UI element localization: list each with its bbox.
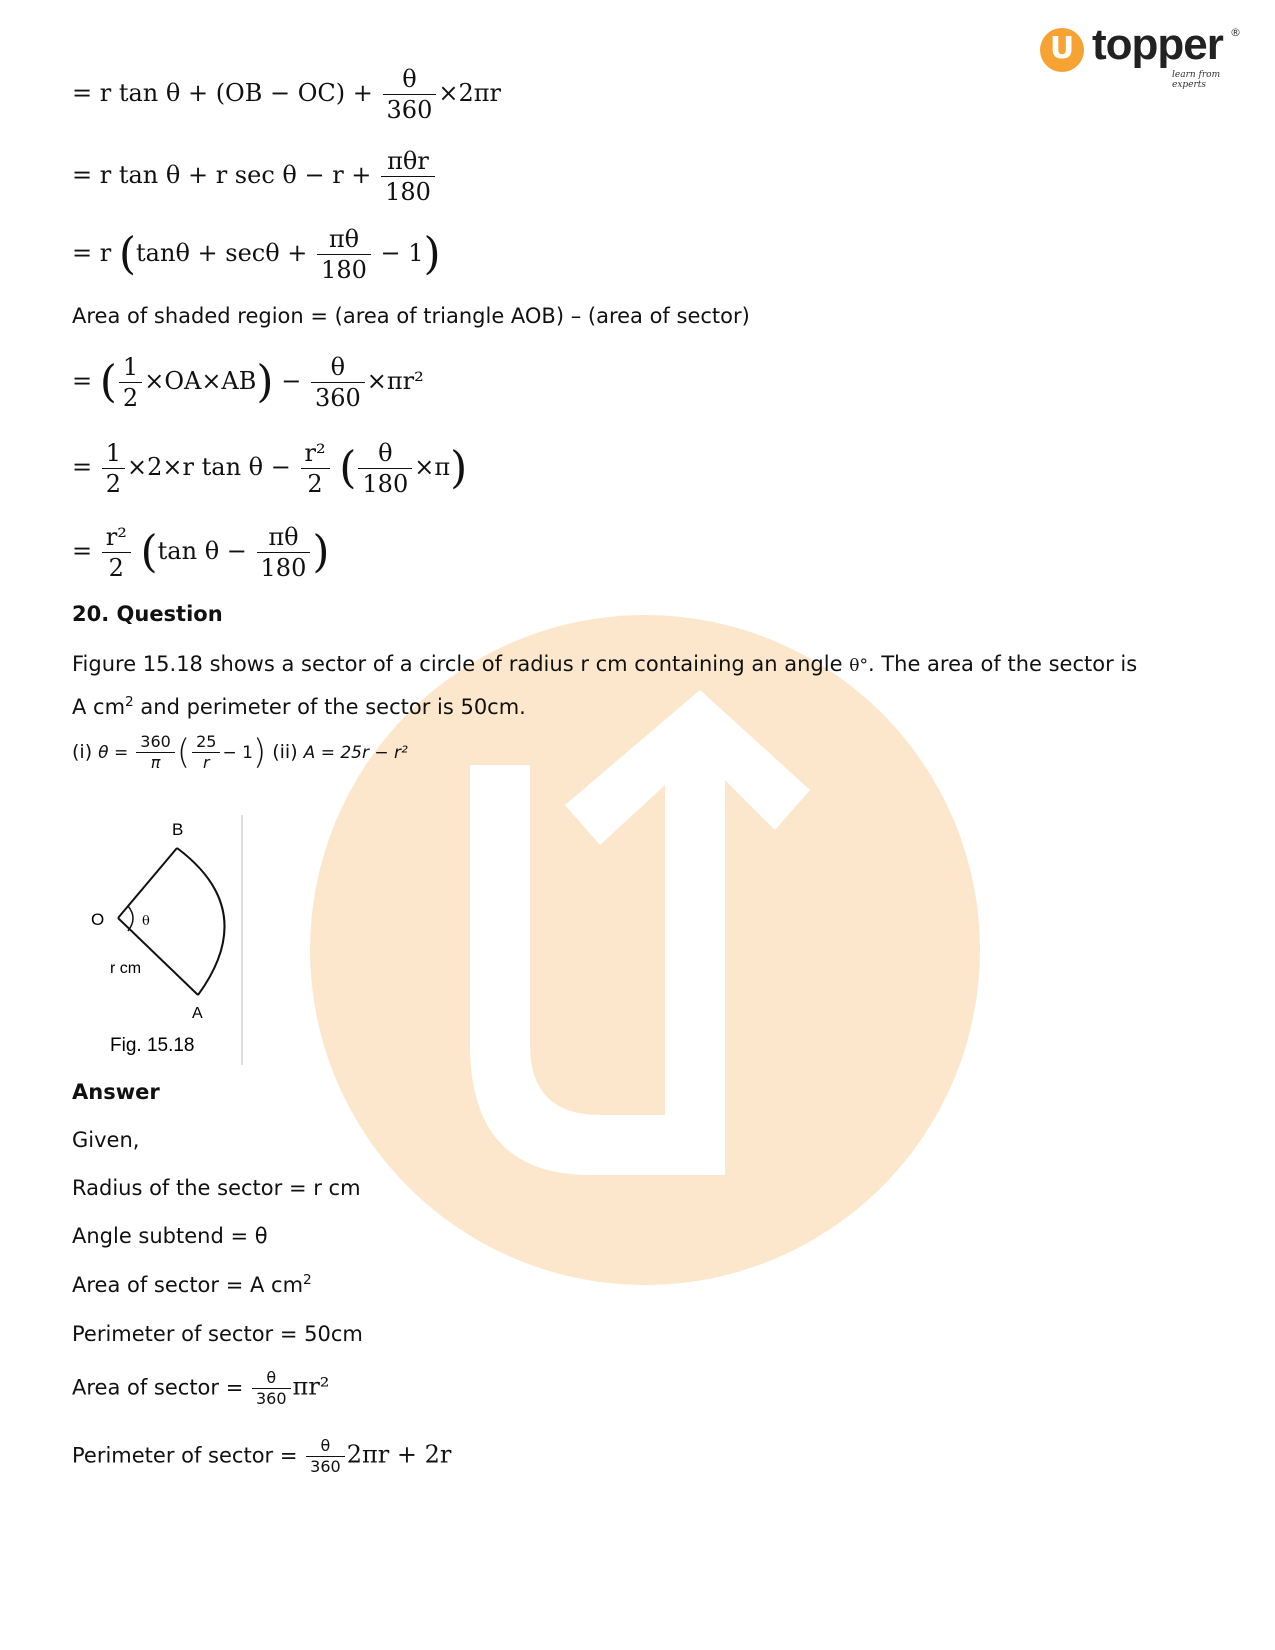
logo-wordmark: topper — [1092, 20, 1223, 69]
label-b: B — [172, 820, 184, 839]
derivation-line-2: = r tan θ + r sec θ − r + $\frac{\text{πθr}}{180}$ — [72, 146, 437, 207]
label-o: O — [91, 910, 105, 929]
fraction: $\frac{\pi\theta}{180}$ — [317, 224, 371, 285]
fraction: $\frac{\theta}{360}$ — [383, 64, 437, 125]
fraction: $\frac{\theta}{180}$ — [358, 438, 412, 499]
fraction: $\frac{\pi\theta}{180}$ — [257, 522, 311, 583]
label-r-cm: r cm — [110, 960, 142, 977]
question-heading: 20. Question — [72, 602, 223, 626]
fraction: $\frac{\text{r²}}{2}$ — [301, 438, 330, 499]
fraction: $\frac{25}{r}$ — [192, 732, 220, 773]
derivation-line-1: = r tan θ + (OB − OC) + $\frac{\theta}{360}$ ×2πr — [72, 65, 501, 124]
derivation-line-6: = $\frac{\text{r²}}{2}$ (tan θ − $\frac{\pi\theta}{180}$ ) — [72, 523, 330, 582]
fraction: $\frac{\theta}{360}$ — [306, 1436, 345, 1477]
question-parts: (i) θ = $\frac{360}{\pi}$ ( $\frac{25}{r}$ − 1) (ii) A = 25r − r² — [72, 732, 408, 773]
perimeter-formula: Perimeter of sector = $\frac{\theta}{360}$ 2πr + 2r — [72, 1436, 452, 1476]
answer-angle: Angle subtend = θ — [72, 1224, 268, 1248]
logo-registered-mark: ® — [1230, 26, 1241, 39]
fraction: $\frac{1}{2}$ — [119, 352, 142, 413]
logo-tagline: learn from experts — [1172, 70, 1221, 90]
area-formula: Area of sector = $\frac{\theta}{360}$ πr² — [72, 1368, 330, 1408]
label-a: A — [192, 1005, 203, 1022]
brand-logo — [1040, 20, 1241, 90]
answer-area: Area of sector = A $cm^2$ — [72, 1272, 312, 1297]
radius-ob — [118, 848, 177, 918]
derivation-line-4: = ( $\frac{1}{2}$ ×OA×AB) − $\frac{\theta}{360}$ ×πr² — [72, 353, 424, 412]
fraction: $\frac{1}{2}$ — [102, 438, 125, 499]
arc-ab — [177, 848, 225, 995]
derivation-line-3: = r (tanθ + secθ + $\frac{\pi\theta}{180}$ − 1) — [72, 225, 441, 284]
answer-heading: Answer — [72, 1080, 160, 1104]
label-theta: θ — [142, 914, 150, 929]
question-text: Figure 15.18 shows a sector of a circle of radius r cm containing an angle θ°. The area of the sector is A $cm^2$ and perimeter of the sector is 50cm. — [72, 652, 1138, 719]
logo-u-icon: U — [1040, 28, 1084, 72]
fraction: $\frac{360}{\pi}$ — [136, 732, 175, 773]
radius-oa — [118, 918, 198, 995]
derivation-line-5: = $\frac{1}{2}$ ×2×r tan θ − $\frac{\text{r²}}{2}$ ( $\frac{\theta}{180}$ ×π) — [72, 439, 468, 498]
fraction: $\frac{\text{r²}}{2}$ — [102, 522, 131, 583]
answer-given: Given, — [72, 1128, 140, 1152]
figure-caption: Fig. 15.18 — [110, 1035, 195, 1056]
fraction: $\frac{\theta}{360}$ — [311, 352, 365, 413]
answer-radius: Radius of the sector = r cm — [72, 1176, 361, 1200]
fraction: $\frac{\theta}{360}$ — [252, 1368, 291, 1409]
sector-figure — [80, 815, 260, 1090]
answer-perimeter: Perimeter of sector = 50cm — [72, 1322, 363, 1346]
shaded-region-statement: Area of shaded region = (area of triangle AOB) – (area of sector) — [72, 304, 750, 328]
fraction: $\frac{\text{πθr}}{180}$ — [381, 146, 435, 207]
